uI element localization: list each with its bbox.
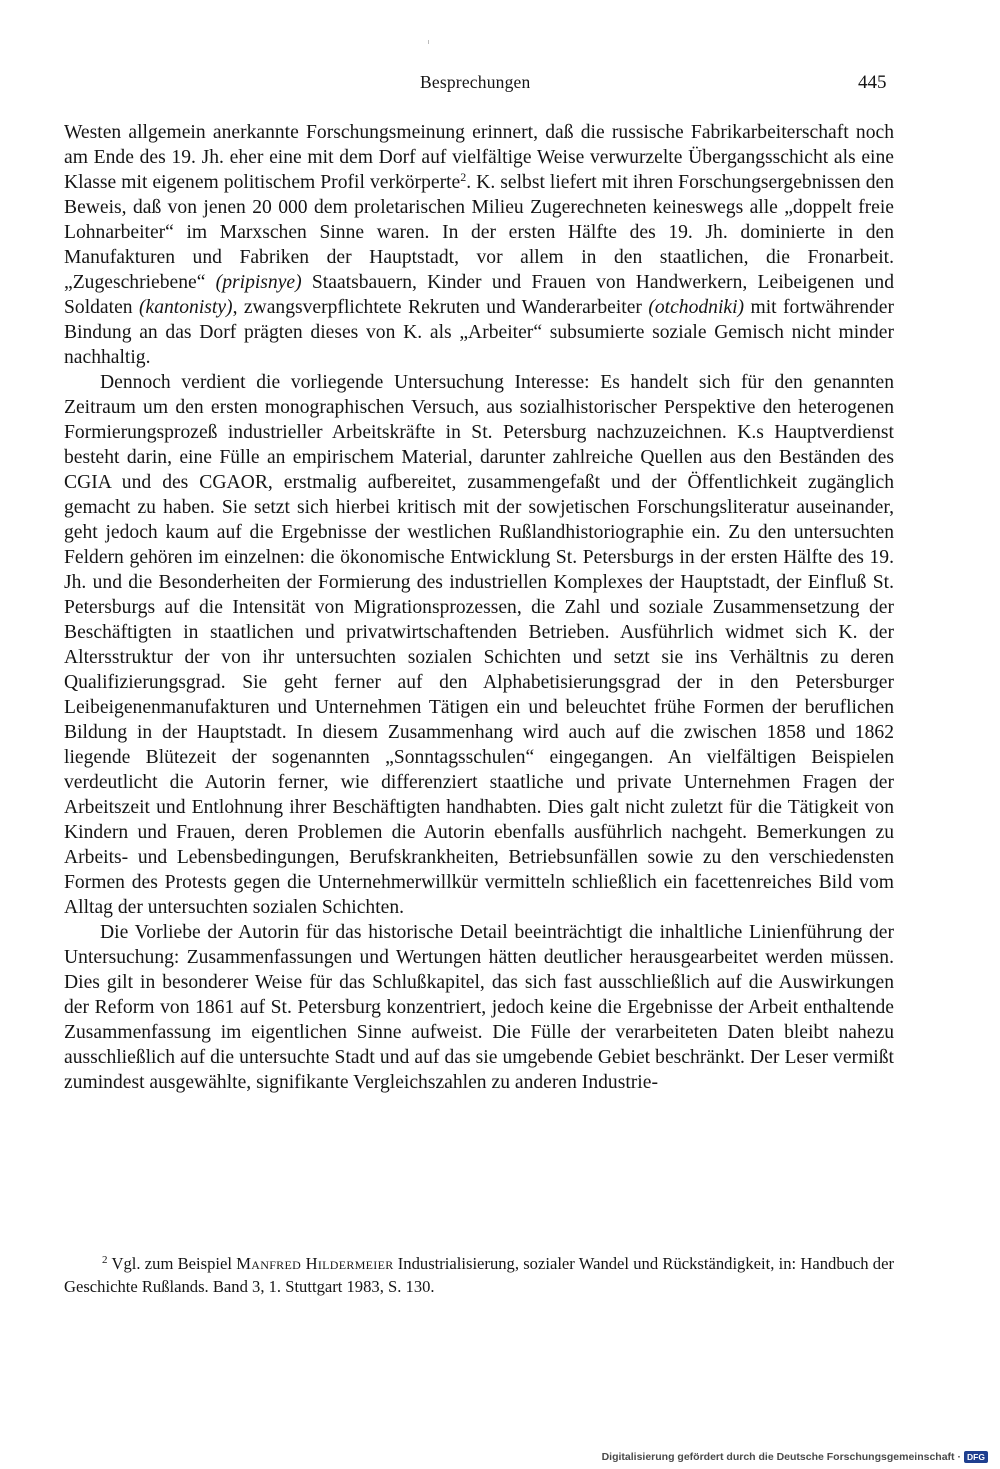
paragraph	[64, 120, 894, 370]
digitization-credit	[602, 1451, 988, 1463]
body-text	[64, 120, 894, 1095]
text-run: Staatsbauern, Kinder und Frauen von Handwerkern, Leibeigenen und Soldaten	[64, 272, 894, 318]
page-number: 445	[858, 72, 887, 93]
dfg-logo-icon: DFG	[964, 1451, 988, 1463]
credit-text: Digitalisierung gefördert durch die Deutsche Forschungsgemeinschaft	[601, 1451, 955, 1463]
italic-term: (pripisnye)	[215, 272, 302, 293]
footnote	[64, 1249, 894, 1298]
text-run: Dennoch verdient die vorliegende Untersuchung Interesse: Es handelt sich für den genannten Zeitraum um den ersten monographischen Versuch, aus sozialhistorischer Perspektive den heterogenen Formierungsprozeß industrieller Arbeitskräfte in St. Petersburg nachzuzeichnen. K.s Hauptverdienst besteht darin, eine Fülle an empirischem Material, darunter zahlreiche Quellen aus den Beständen des CGIA und des CGAOR, erstmalig aufbereitet, zusammengefaßt und der Öffentlichkeit zugänglich gemacht zu haben. Sie setzt sich hierbei kritisch mit der sowjetischen Forschungsliteratur auseinander, geht jedoch kaum auf die Ergebnisse der westlichen Rußlandhistoriographie ein. Zu den untersuchten Feldern gehören im einzelnen: die ökonomische Entwicklung St. Petersburgs in der ersten Hälfte des 19. Jh. und die Besonderheiten der Formierung des industriellen Komplexes der Hauptstadt, der Einfluß St. Petersburgs auf die Intensität von Migrationsprozessen, die Zahl und soziale Zusammensetzung der Beschäftigten in staatlichen und privatwirtschaftenden Betrieben. Ausführlich widmet sich K. der Altersstruktur der von ihr untersuchten sozialen Schichten und setzt sie ins Verhältnis zu deren Qualifizierungsgrad. Sie geht ferner auf den Alphabetisierungsgrad der in den Petersburger Leibeigenenmanufakturen und Unternehmen Tätigen ein und beleuchtet frühe Formen der beruflichen Bildung in der Hauptstadt. In diesem Zusammenhang wird auch auf die zwischen 1858 und 1862 liegende Blütezeit der sogenannten „Sonntagsschulen“ eingegangen. An vielfältigen Beispielen verdeutlicht die Autorin ferner, wie differenziert staatliche und private Unternehmen Fragen der Arbeitszeit und Entlohnung ihrer Beschäftigten handhabten. Dies galt nicht zuletzt für die Tätigkeit von Kindern und Frauen, deren Problemen die Autorin ebenfalls ausführlich nachgeht. Bemerkungen zu Arbeits- und Lebensbedingungen, Berufskrankheiten, Betriebsunfällen sowie zu den verschiedensten Formen des Protests gegen die Unternehmerwillkür vermitteln schließlich ein facettenreiches Bild vom Alltag der untersuchten sozialen Schichten.	[64, 372, 894, 918]
italic-term: (otchodniki)	[648, 297, 745, 318]
text-run: mit fortwährender Bindung an das Dorf prägten dieses von K. als „Arbeiter“ subsumierte soziale Gemisch nicht minder nachhaltig.	[64, 297, 894, 368]
credit-separator-icon: ·	[957, 1451, 962, 1463]
paragraph	[64, 920, 894, 1095]
text-run: Die Vorliebe der Autorin für das historische Detail beeinträchtigt die inhaltliche Linienführung der Untersuchung: Zusammenfassungen und Wertungen hätten deutlicher herausgearbeitet werden müssen. Dies gilt in besonderer Weise für das Schlußkapitel, das sich fast ausschließlich auf die Auswirkungen der Reform von 1861 auf St. Petersburg konzentriert, jedoch keine die Ergebnisse der Arbeit enthaltende Zusammenfassung im eigentlichen Sinne aufweist. Die Fülle der verarbeiteten Daten bleibt nahezu ausschließlich auf die untersuchte Stadt und auf das sie umgebende Gebiet beschränkt. Der Leser vermißt zumindest ausgewählte, signifikante Vergleichszahlen zu anderen Industrie-	[64, 922, 894, 1093]
italic-term: (kantonisty)	[138, 297, 233, 318]
scan-mark	[428, 40, 429, 44]
footnote-prefix: Vgl. zum Beispiel	[111, 1254, 237, 1273]
text-run: Westen allgemein anerkannte Forschungsmeinung erinnert, daß die russische Fabrikarbeiterschaft noch am Ende des 19. Jh. eher eine mit dem Dorf auf vielfältige Weise verwurzelte Übergangsschicht als eine Klasse mit eigenem politischem Profil verkörperte	[64, 122, 894, 193]
footnote-number: 2	[102, 1254, 108, 1266]
text-run: , zwangsverpflichtete Rekruten und Wanderarbeiter	[232, 297, 649, 318]
footnote-text: Industrialisierung, sozialer Wandel und Rückständigkeit, in: Handbuch der Geschichte Rußlands. Band 3, 1. Stuttgart 1983, S. 130.	[64, 1254, 894, 1296]
running-head: Besprechungen	[420, 72, 531, 92]
footnote-author: Manfred Hildermeier	[236, 1254, 394, 1273]
paragraph	[64, 370, 894, 920]
text-run: . K. selbst liefert mit ihren Forschungsergebnissen den Beweis, daß von jenen 20 000 dem proletarischen Milieu Zugerechneten keineswegs alle „doppelt freie Lohnarbeiter“ im Marxschen Sinne waren. In der ersten Hälfte des 19. Jh. dominierte in den Manufakturen und Fabriken der Hauptstadt, vor allem in den staatlichen, die Fronarbeit. „Zugeschriebene“	[64, 172, 894, 293]
footnote-reference: 2	[460, 170, 467, 184]
